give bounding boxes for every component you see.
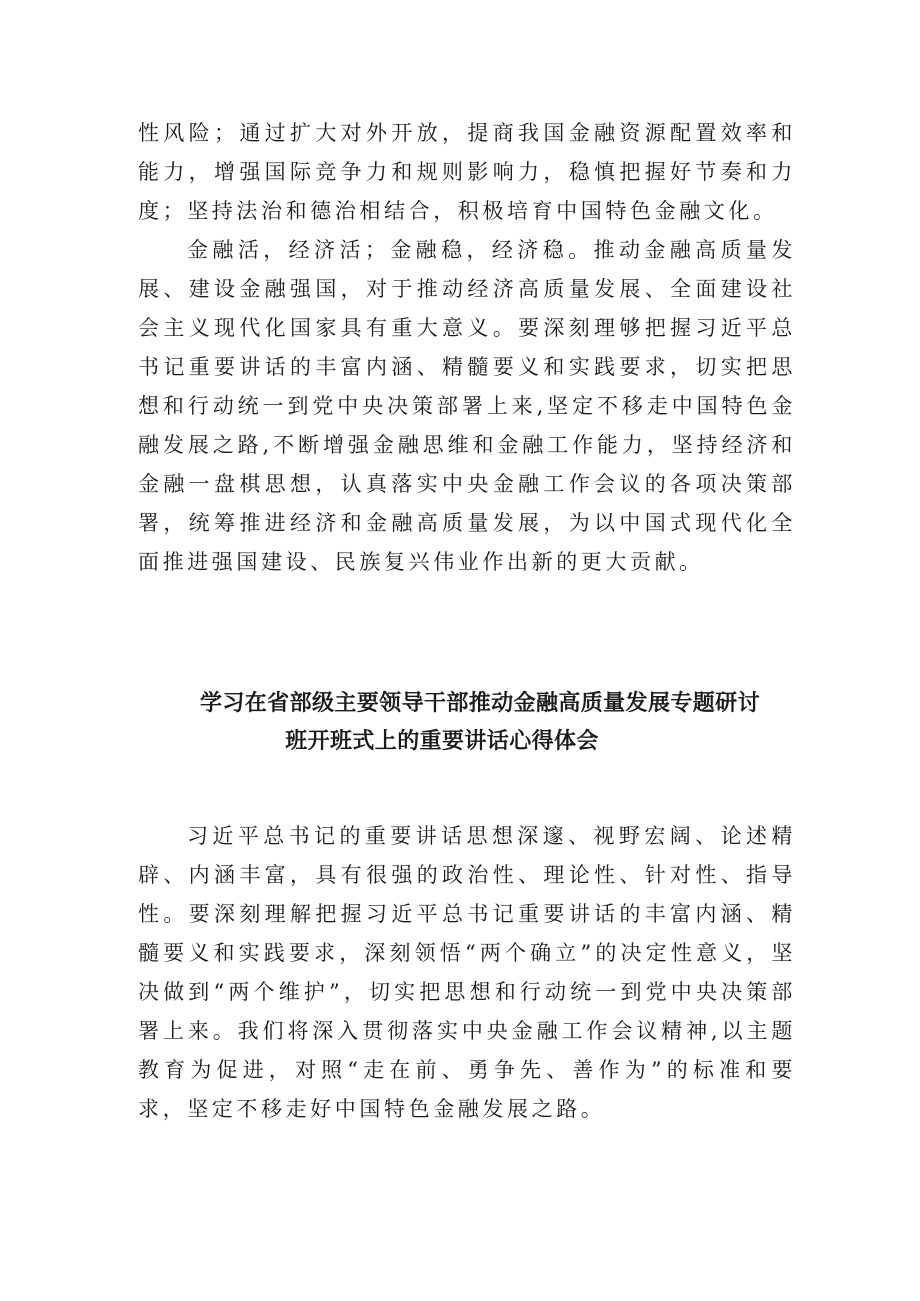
paragraph-continued: 性风险；通过扩大对外开放，提商我国金融资源配置效率和能力，增强国际竞争力和规则影响力，稳慎把握好节奏和力度；坚持法治和德治相结合，积极培育中国特色金融文化。 — [138, 121, 796, 223]
heading-line-2: 班开班式上的重要讲话心得体会 — [285, 729, 599, 754]
body-text-lower — [138, 817, 796, 1129]
article-heading — [150, 685, 810, 761]
paragraph-speech-reflection: 习近平总书记的重要讲话思想深邃、视野宏阔、论述精辟、内涵丰富，具有很强的政治性、理论性、针对性、指导性。要深刻理解把握习近平总书记重要讲话的丰富内涵、精髓要义和实践要求，深刻领悟“两个确立”的决定性意义，坚决做到“两个维护”，切实把思想和行动统一到党中央决策部署上来。我们将深入贯彻落实中央金融工作会议精神,以主题教育为促进，对照“走在前、勇争先、善作为”的标准和要求，坚定不移走好中国特色金融发展之路。 — [138, 824, 796, 1121]
body-text-upper — [138, 114, 796, 582]
paragraph-finance-economy: 金融活，经济活；金融稳，经济稳。推动金融高质量发展、建设金融强国，对于推动经济高质量发展、全面建设社会主义现代化国家具有重大意义。要深刻理够把握习近平总书记重要讲话的丰富内涵、精髓要义和实践要求，切实把思想和行动统一到党中央决策部署上来,坚定不移走中国特色金融发展之路,不断增强金融思维和金融工作能力，坚持经济和金融一盘棋思想，认真落实中央金融工作会议的各项决策部署，统筹推进经济和金融高质量发展，为以中国式现代化全面推进强国建设、民族复兴伟业作出新的更大贡献。 — [138, 238, 796, 574]
heading-line-1: 学习在省部级主要领导干部推动金融高质量发展专题研讨 — [199, 691, 760, 716]
